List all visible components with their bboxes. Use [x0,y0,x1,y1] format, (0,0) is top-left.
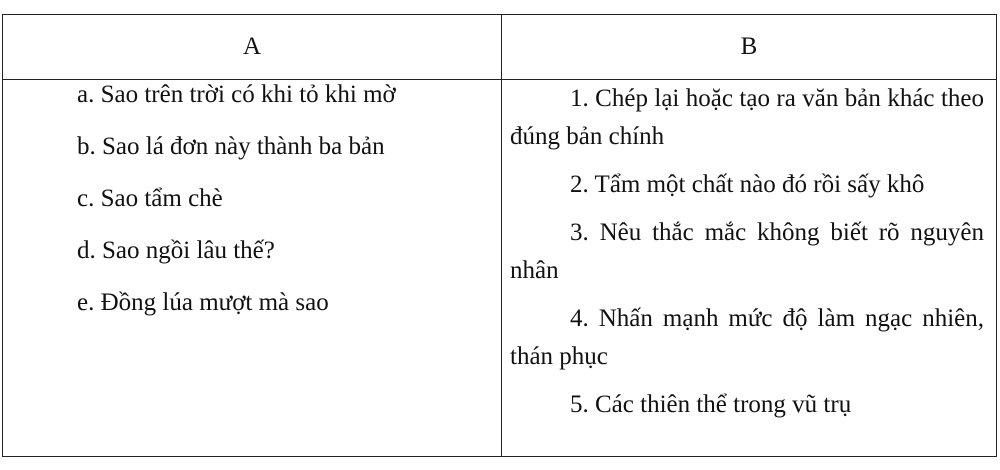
column-b-header: B [740,33,758,60]
column-b-list [510,80,984,434]
column-b-item: 5. Các thiên thể trong vũ trụ [570,391,852,418]
column-a-item: b. Sao lá đơn này thành ba bản [77,133,385,160]
column-b-item: 4. Nhấn mạnh mức độ làm ngạc nhiên, thán phục [510,305,984,370]
column-a-item: c. Sao tẩm chè [77,185,223,212]
column-a-list [77,80,487,340]
column-b-item: 3. Nêu thắc mắc không biết rõ nguyên nhân [510,219,984,284]
column-divider [501,15,502,456]
column-a-item: a. Sao trên trời có khi tỏ khi mờ [77,81,396,108]
column-a-header: A [242,33,262,60]
column-b-item: 2. Tẩm một chất nào đó rồi sấy khô [570,171,925,198]
column-a-item: e. Đồng lúa mượt mà sao [77,289,329,316]
column-b-item: 1. Chép lại hoặc tạo ra văn bản khác theo đúng bản chính [510,85,984,150]
column-a-item: d. Sao ngồi lâu thế? [77,237,275,264]
